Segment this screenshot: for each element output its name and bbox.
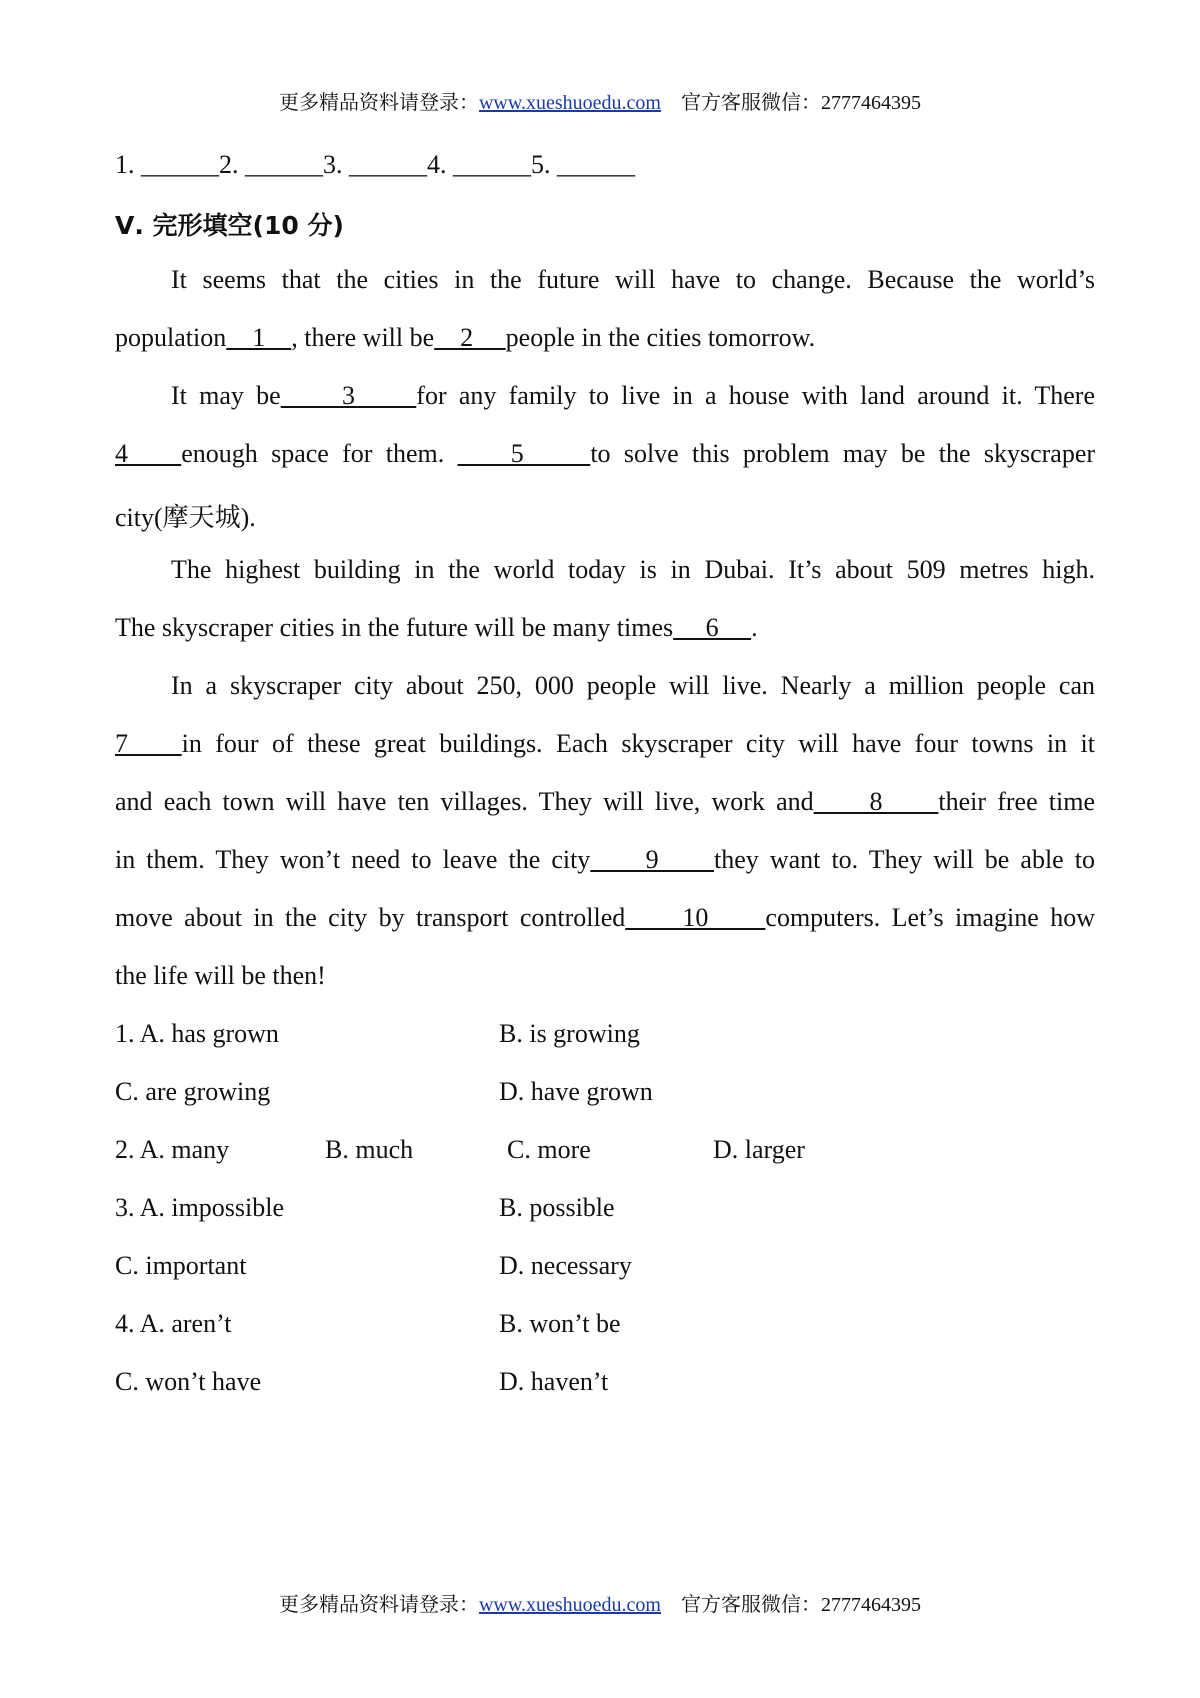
answer-blank: ______ — [245, 150, 323, 179]
passage-text: , there will be — [291, 323, 435, 352]
passage-text: enough space for them. — [181, 439, 458, 468]
cloze-blank-5: 5 — [457, 439, 591, 468]
cloze-blank-9: 9 — [590, 845, 715, 874]
passage-line — [115, 729, 1095, 759]
page-header — [0, 86, 1200, 115]
passage-text: to solve this problem may be the skyscraper — [590, 439, 1096, 468]
option-4b: B. won’t be — [499, 1309, 621, 1338]
answer-blank: ______ — [557, 150, 635, 179]
footer-link[interactable]: www.xueshuoedu.com — [478, 1594, 661, 1616]
answer-blank: ______ — [141, 150, 219, 179]
passage-line — [115, 381, 1095, 411]
passage-text: their free time — [938, 787, 1095, 816]
cloze-blank-7: 7 — [115, 729, 182, 758]
passage-text: in them. They won’t need to leave the city — [115, 845, 591, 874]
cloze-blank-2: 2 — [434, 323, 506, 352]
passage-text: population — [115, 323, 227, 352]
passage-line: city(摩天城). — [115, 503, 256, 532]
cloze-blank-1: 1 — [226, 323, 292, 352]
answer-line — [115, 150, 1095, 180]
passage-text: in four of these great buildings. Each skyscraper city will have four towns in it — [181, 729, 1095, 758]
passage-text: people in the cities tomorrow. — [505, 323, 816, 352]
header-link[interactable]: www.xueshuoedu.com — [478, 92, 661, 114]
passage-line — [115, 439, 1095, 469]
passage-line — [115, 323, 1095, 353]
option-2a: 2. A. many — [115, 1135, 230, 1164]
passage-line — [115, 613, 1095, 643]
answer-number: 1. — [115, 150, 141, 179]
cloze-blank-10: 10 — [625, 903, 766, 932]
option-3c: C. important — [115, 1251, 247, 1280]
cloze-blank-4: 4 — [115, 439, 182, 468]
option-4a: 4. A. aren’t — [115, 1309, 232, 1338]
passage-text: they want to. They will be able to — [714, 845, 1095, 874]
option-2c: C. more — [507, 1135, 591, 1164]
passage-line: It seems that the cities in the future will have to change. Because the world’s — [171, 265, 1095, 294]
option-1c: C. are growing — [115, 1077, 271, 1106]
passage-text: It may be — [171, 381, 281, 410]
footer-prefix: 更多精品资料请登录： — [278, 1594, 479, 1616]
option-4d: D. haven’t — [499, 1367, 609, 1396]
passage-text: . — [751, 613, 758, 642]
answer-number: 5. — [531, 150, 557, 179]
option-1b: B. is growing — [499, 1019, 640, 1048]
section-heading: Ⅴ. 完形填空(10 分) — [115, 211, 344, 240]
passage-line: The highest building in the world today is in Dubai. It’s about 509 metres high. — [171, 555, 1095, 584]
header-service: 官方客服微信：2777464395 — [681, 92, 921, 114]
passage-line: In a skyscraper city about 250, 000 people will live. Nearly a million people can — [171, 671, 1095, 700]
option-3d: D. necessary — [499, 1251, 632, 1280]
passage-line — [115, 903, 1095, 933]
answer-blank: ______ — [453, 150, 531, 179]
option-3b: B. possible — [499, 1193, 615, 1222]
passage-line: the life will be then! — [115, 961, 326, 990]
passage-text: The skyscraper cities in the future will be many times — [115, 613, 674, 642]
answer-number: 4. — [427, 150, 453, 179]
answer-number: 3. — [323, 150, 349, 179]
page-footer — [0, 1588, 1200, 1617]
option-1d: D. have grown — [499, 1077, 653, 1106]
footer-service: 官方客服微信：2777464395 — [681, 1594, 921, 1616]
passage-text: computers. Let’s imagine how — [765, 903, 1095, 932]
option-4c: C. won’t have — [115, 1367, 262, 1396]
passage-text: for any family to live in a house with land around it. There — [416, 381, 1096, 410]
cloze-blank-6: 6 — [673, 613, 752, 642]
passage-line — [115, 787, 1095, 817]
passage-text: and each town will have ten villages. They will live, work and — [115, 787, 814, 816]
option-2b: B. much — [325, 1135, 414, 1164]
passage-line — [115, 845, 1095, 875]
option-1a: 1. A. has grown — [115, 1019, 279, 1048]
header-prefix: 更多精品资料请登录： — [278, 92, 479, 114]
answer-blank: ______ — [349, 150, 427, 179]
cloze-blank-8: 8 — [813, 787, 939, 816]
option-3a: 3. A. impossible — [115, 1193, 285, 1222]
answer-number: 2. — [219, 150, 245, 179]
passage-text: move about in the city by transport controlled — [115, 903, 626, 932]
cloze-blank-3: 3 — [280, 381, 417, 410]
option-2d: D. larger — [713, 1135, 805, 1164]
